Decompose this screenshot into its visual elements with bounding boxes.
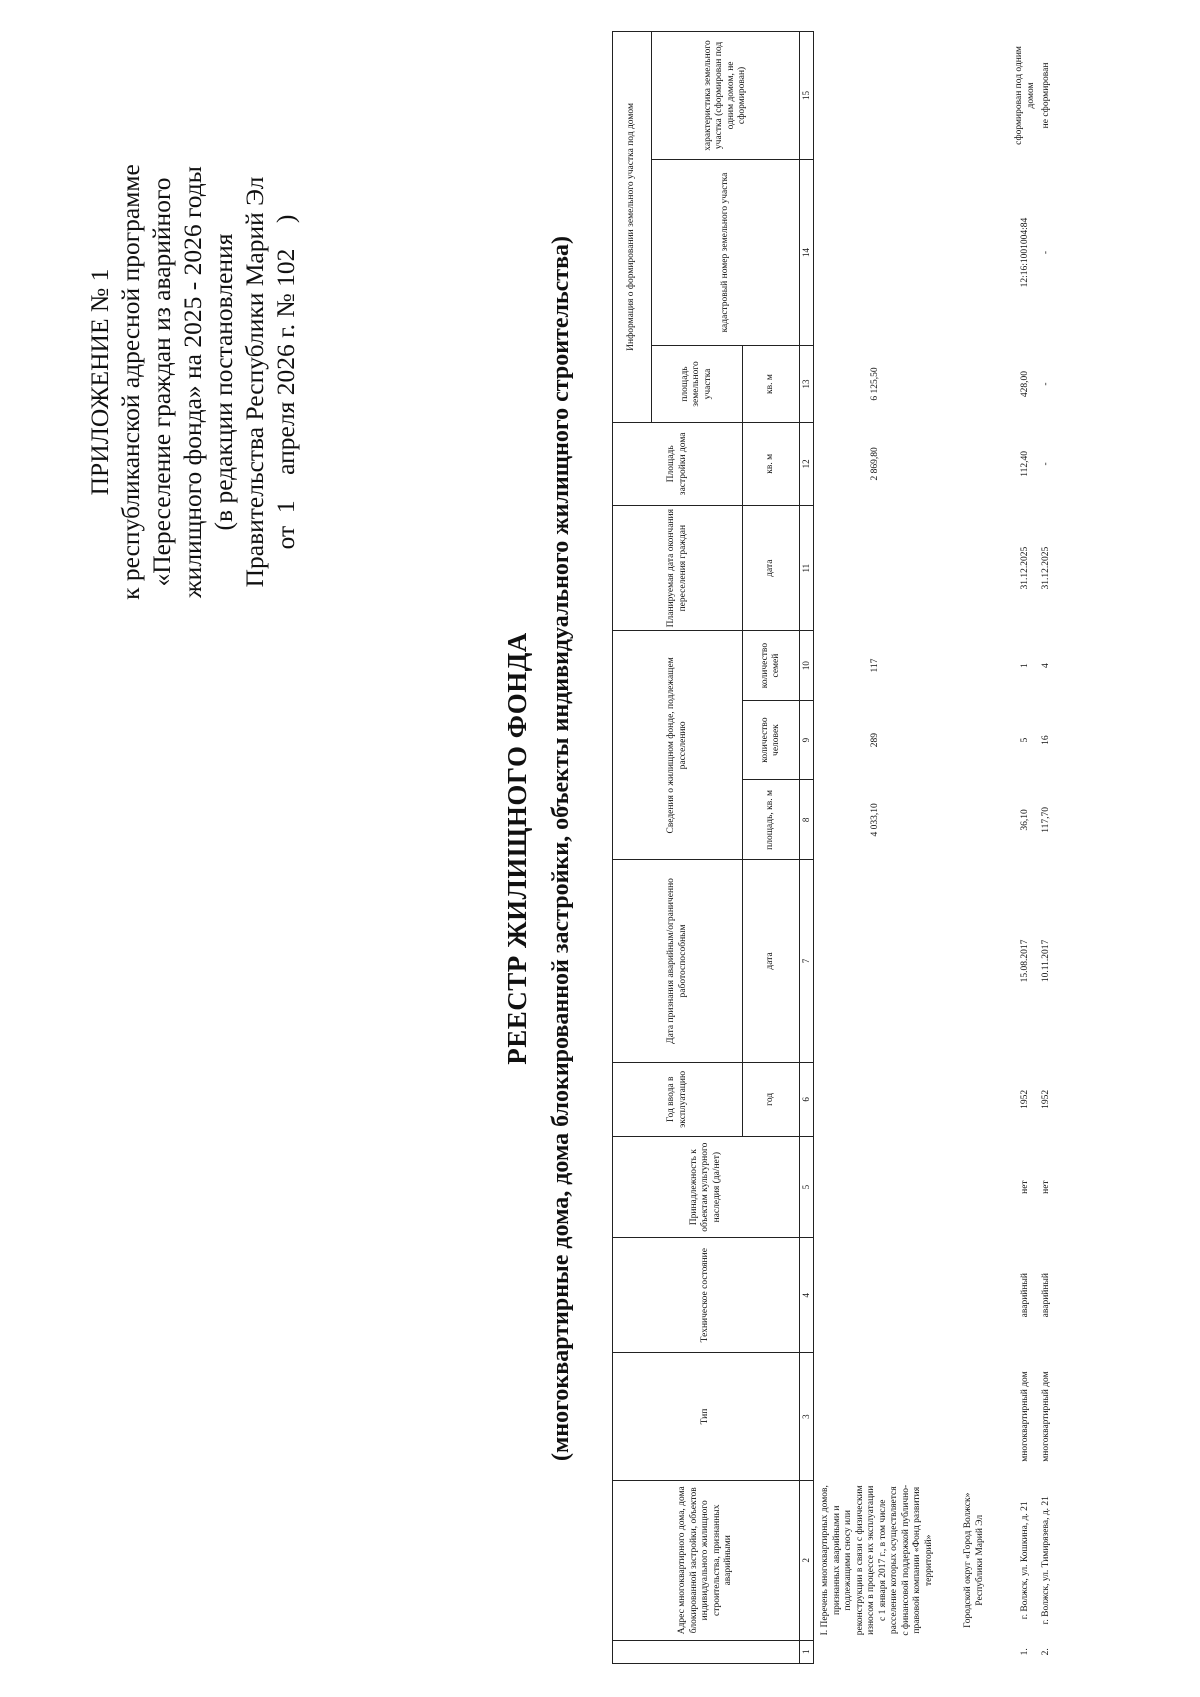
section-total-land-area: 6 125,50 bbox=[869, 367, 880, 401]
column-number: 13 bbox=[800, 346, 814, 423]
col-header-tech-state: Техническое состояние bbox=[613, 1238, 800, 1353]
table-header-row bbox=[613, 32, 652, 1664]
row-people: 5 bbox=[1019, 737, 1030, 743]
column-number: 9 bbox=[800, 700, 814, 780]
col-header-cadastral: кадастровый номер земельного участка bbox=[652, 159, 800, 345]
row-building-area: 112,40 bbox=[1019, 450, 1030, 477]
col-header-people: количество человек bbox=[743, 700, 800, 780]
unit-planned-date: дата bbox=[743, 505, 800, 631]
row-building-area: - bbox=[1041, 462, 1051, 466]
row-number: 1. bbox=[1019, 1648, 1030, 1656]
column-number: 11 bbox=[800, 505, 814, 631]
col-header-housing-info: Сведения о жилищном фонде, подлежащем расселению bbox=[613, 631, 743, 860]
col-header-heritage: Принадлежность к объектам культурного наследия (да/нет) bbox=[613, 1137, 800, 1238]
column-number: 14 bbox=[800, 159, 814, 345]
row-tech-state: аварийный bbox=[1041, 1273, 1051, 1318]
row-type: многоквартирный дом bbox=[1041, 1371, 1051, 1462]
appendix-line: (в редакции постановления bbox=[209, 233, 238, 531]
col-header-recog-date: Дата признания аварийным/ограниченно работоспособным bbox=[613, 860, 743, 1062]
column-number: 6 bbox=[800, 1062, 814, 1137]
row-type: многоквартирный дом bbox=[1019, 1371, 1030, 1462]
unit-land-area: кв. м bbox=[743, 346, 800, 423]
row-families: 4 bbox=[1041, 663, 1051, 668]
column-number: 2 bbox=[800, 1480, 814, 1640]
row-year: 1952 bbox=[1019, 1089, 1030, 1109]
col-header-num bbox=[613, 1640, 800, 1663]
table-row bbox=[1039, 32, 1055, 1664]
col-header-land-char: характеристика земельного участка (сформирован под одним домом, не сформирован) bbox=[652, 32, 800, 160]
column-number: 3 bbox=[800, 1353, 814, 1481]
appendix-line: «Переселение граждан из аварийного bbox=[147, 177, 176, 587]
unit-recog-date: дата bbox=[743, 860, 800, 1062]
column-number: 7 bbox=[800, 860, 814, 1062]
row-number: 2. bbox=[1041, 1648, 1051, 1656]
table-row bbox=[1012, 32, 1039, 1664]
row-tech-state: аварийный bbox=[1019, 1273, 1030, 1318]
col-header-building-area: Площадь застройки дома bbox=[613, 422, 743, 505]
column-number: 15 bbox=[800, 32, 814, 160]
document-title: РЕЕСТР ЖИЛИЩНОГО ФОНДА bbox=[502, 632, 532, 1065]
row-address: г. Волжск, ул. Тимирязева, д. 21 bbox=[1041, 1496, 1051, 1625]
appendix-header bbox=[84, 27, 301, 737]
unit-building-area: кв. м bbox=[743, 422, 800, 505]
row-recog-date: 10.11.2017 bbox=[1041, 939, 1051, 983]
appendix-line: Правительства Республики Марий Эл bbox=[240, 176, 269, 588]
col-header-year: Год ввода в эксплуатацию bbox=[613, 1062, 743, 1137]
col-header-area: площадь, кв. м bbox=[743, 780, 800, 860]
section-total-building-area: 2 869,80 bbox=[869, 447, 880, 481]
document-subtitle: (многоквартирные дома, дома блокированной застройки, объекты индивидуального жилищного строительства) bbox=[548, 235, 574, 1462]
row-recog-date: 15.08.2017 bbox=[1019, 939, 1030, 983]
appendix-line: к республиканской адресной программе bbox=[116, 164, 145, 600]
row-cadastral: 12:16:1001004:84 bbox=[1019, 217, 1030, 288]
row-address: г. Волжск, ул. Кошкина, д. 21 bbox=[1019, 1501, 1030, 1620]
unit-year: год bbox=[743, 1062, 800, 1137]
column-number: 8 bbox=[800, 780, 814, 860]
appendix-number: ПРИЛОЖЕНИЕ № 1 bbox=[85, 268, 114, 496]
column-number: 10 bbox=[800, 631, 814, 700]
column-number: 5 bbox=[800, 1137, 814, 1238]
appendix-date-line: от 1 апреля 2026 г. № 102 ) bbox=[271, 214, 300, 550]
row-land-char: не сформирован bbox=[1041, 62, 1051, 129]
section-total-families: 117 bbox=[869, 658, 880, 673]
col-header-land-area: площадь земельного участка bbox=[652, 346, 743, 423]
column-numbers-row bbox=[800, 32, 814, 1664]
row-planned-date: 31.12.2025 bbox=[1041, 546, 1051, 590]
row-heritage: нет bbox=[1019, 1180, 1030, 1194]
row-land-area: 428,00 bbox=[1019, 370, 1030, 398]
col-header-land-info: Информация о формировании земельного участка под домом bbox=[613, 32, 652, 423]
row-families: 1 bbox=[1019, 663, 1030, 668]
row-area: 36,10 bbox=[1019, 809, 1030, 831]
section-title: I. Перечень многоквартирных домов, признанных аварийными и подлежащими сносу или реконструкции в связи с физическим износом в процессе их эксплуатации с 1 января 2017 г., в том числе расселение которых осуществляется с финансовой поддержкой публично-правовой компании «Фонд развития территорий» bbox=[820, 1484, 934, 1636]
row-people: 16 bbox=[1041, 735, 1051, 745]
district-row bbox=[961, 32, 988, 1664]
row-planned-date: 31.12.2025 bbox=[1019, 546, 1030, 590]
col-header-planned-date: Планируемая дата окончания переселения граждан bbox=[613, 505, 743, 631]
col-header-address: Адрес многоквартирного дома, дома блокированной застройки, объектов индивидуального жилищного строительства, признанных аварийными bbox=[613, 1480, 800, 1640]
registry-table bbox=[612, 31, 1055, 1664]
row-land-area: - bbox=[1041, 382, 1051, 386]
district-name: Городской округ «Город Волжск» Республики Марий Эл bbox=[963, 1492, 985, 1628]
col-header-type: Тип bbox=[613, 1353, 800, 1481]
row-year: 1952 bbox=[1041, 1089, 1051, 1109]
col-header-families: количество семей bbox=[743, 631, 800, 700]
row-cadastral: - bbox=[1041, 250, 1051, 255]
row-area: 117,70 bbox=[1041, 807, 1051, 833]
section-total-area: 4 033,10 bbox=[869, 803, 880, 837]
appendix-line: жилищного фонда» на 2025 - 2026 годы bbox=[178, 166, 207, 598]
column-number: 4 bbox=[800, 1238, 814, 1353]
row-heritage: нет bbox=[1041, 1180, 1051, 1194]
section-total-row bbox=[814, 32, 938, 1664]
section-total-people: 289 bbox=[869, 732, 880, 748]
column-number: 12 bbox=[800, 422, 814, 505]
column-number: 1 bbox=[800, 1640, 814, 1663]
row-land-char: сформирован под одним домом bbox=[1014, 46, 1036, 145]
